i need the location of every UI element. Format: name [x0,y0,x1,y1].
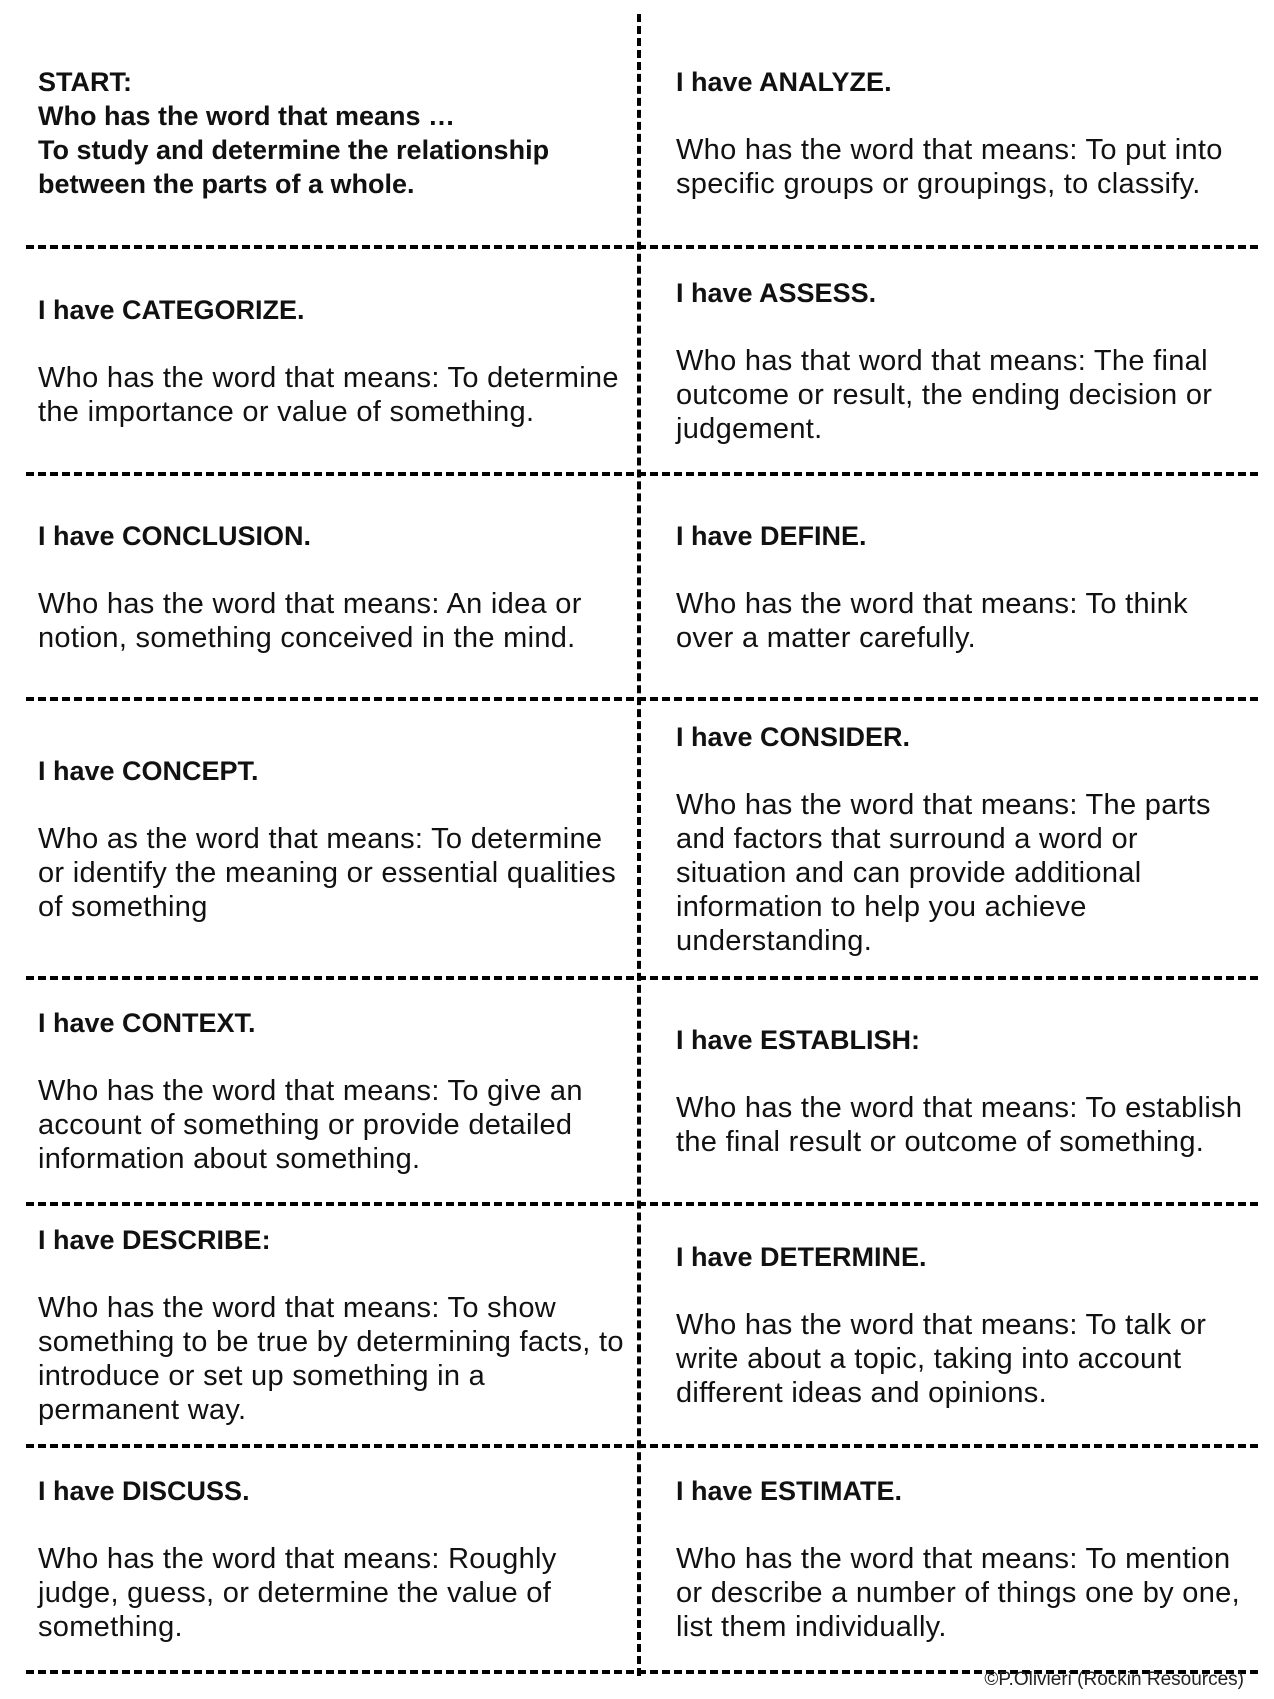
card-define [648,476,1258,697]
card-word: I have ASSESS. [676,277,877,308]
card-context [26,980,636,1202]
card-clue: Who has the word that means: Roughly judge, guess, or determine the value of something. [38,1543,557,1643]
card-word: I have CATEGORIZE. [38,294,305,325]
card-estimate [648,1448,1258,1670]
card-word: I have ESTABLISH: [676,1025,921,1055]
card-word: I have CONTEXT. [38,1008,256,1038]
card-clue: Who has the word that means: An idea or notion, something conceived in the mind. [38,587,582,654]
card-clue: Who as the word that means: To determine or identify the meaning or essential qualities of something [38,822,617,923]
card-discuss [26,1448,636,1670]
card-conclusion [26,476,636,697]
card-word: I have ANALYZE. [676,66,892,97]
card-determine [648,1206,1258,1444]
card-clue: Who has the word that means: To establish the final result or outcome of something. [676,1092,1243,1158]
card-word: I have DEFINE. [676,520,867,551]
start-definition: To study and determine the relationship between the parts of a whole. [38,134,550,199]
start-question: Who has the word that means … [38,100,456,131]
card-clue: Who has the word that means: To give an account of something or provide detailed information about something. [38,1075,583,1175]
card-clue: Who has the word that means: To determine the importance or value of something. [38,361,619,428]
card-clue: Who has the word that means: The parts and factors that surround a word or situation and can provide additional information to help you achieve understanding. [676,788,1211,957]
vertical-cut-line [637,14,641,1676]
card-clue: Who has the word that means: To think over a matter carefully. [676,587,1188,654]
card-clue: Who has that word that means: The final outcome or result, the ending decision or judgement. [676,344,1213,445]
copyright-footer: ©P.Olivieri (Rockin Resources) [984,1669,1244,1690]
card-establish [648,980,1258,1202]
card-clue: Who has the word that means: To mention or describe a number of things one by one, list them individually. [676,1543,1240,1643]
card-word: I have CONSIDER. [676,721,911,752]
start-card [26,20,636,245]
card-word: I have ESTIMATE. [676,1476,903,1506]
start-label: START: [38,66,132,97]
card-describe [26,1206,636,1444]
card-clue: Who has the word that means: To show something to be true by determining facts, to introduce or set up something in a permanent way. [38,1292,624,1426]
card-word: I have DETERMINE. [676,1242,927,1272]
card-word: I have CONCEPT. [38,755,259,786]
card-assess [648,249,1258,472]
card-categorize [26,249,636,472]
card-clue: Who has the word that means: To put into specific groups or groupings, to classify. [676,133,1223,200]
card-consider [648,701,1258,976]
card-concept [26,701,636,976]
card-analyze [648,20,1258,245]
card-word: I have DESCRIBE: [38,1225,271,1255]
card-word: I have CONCLUSION. [38,520,312,551]
card-clue: Who has the word that means: To talk or write about a topic, taking into account different ideas and opinions. [676,1309,1207,1409]
card-word: I have DISCUSS. [38,1476,250,1506]
